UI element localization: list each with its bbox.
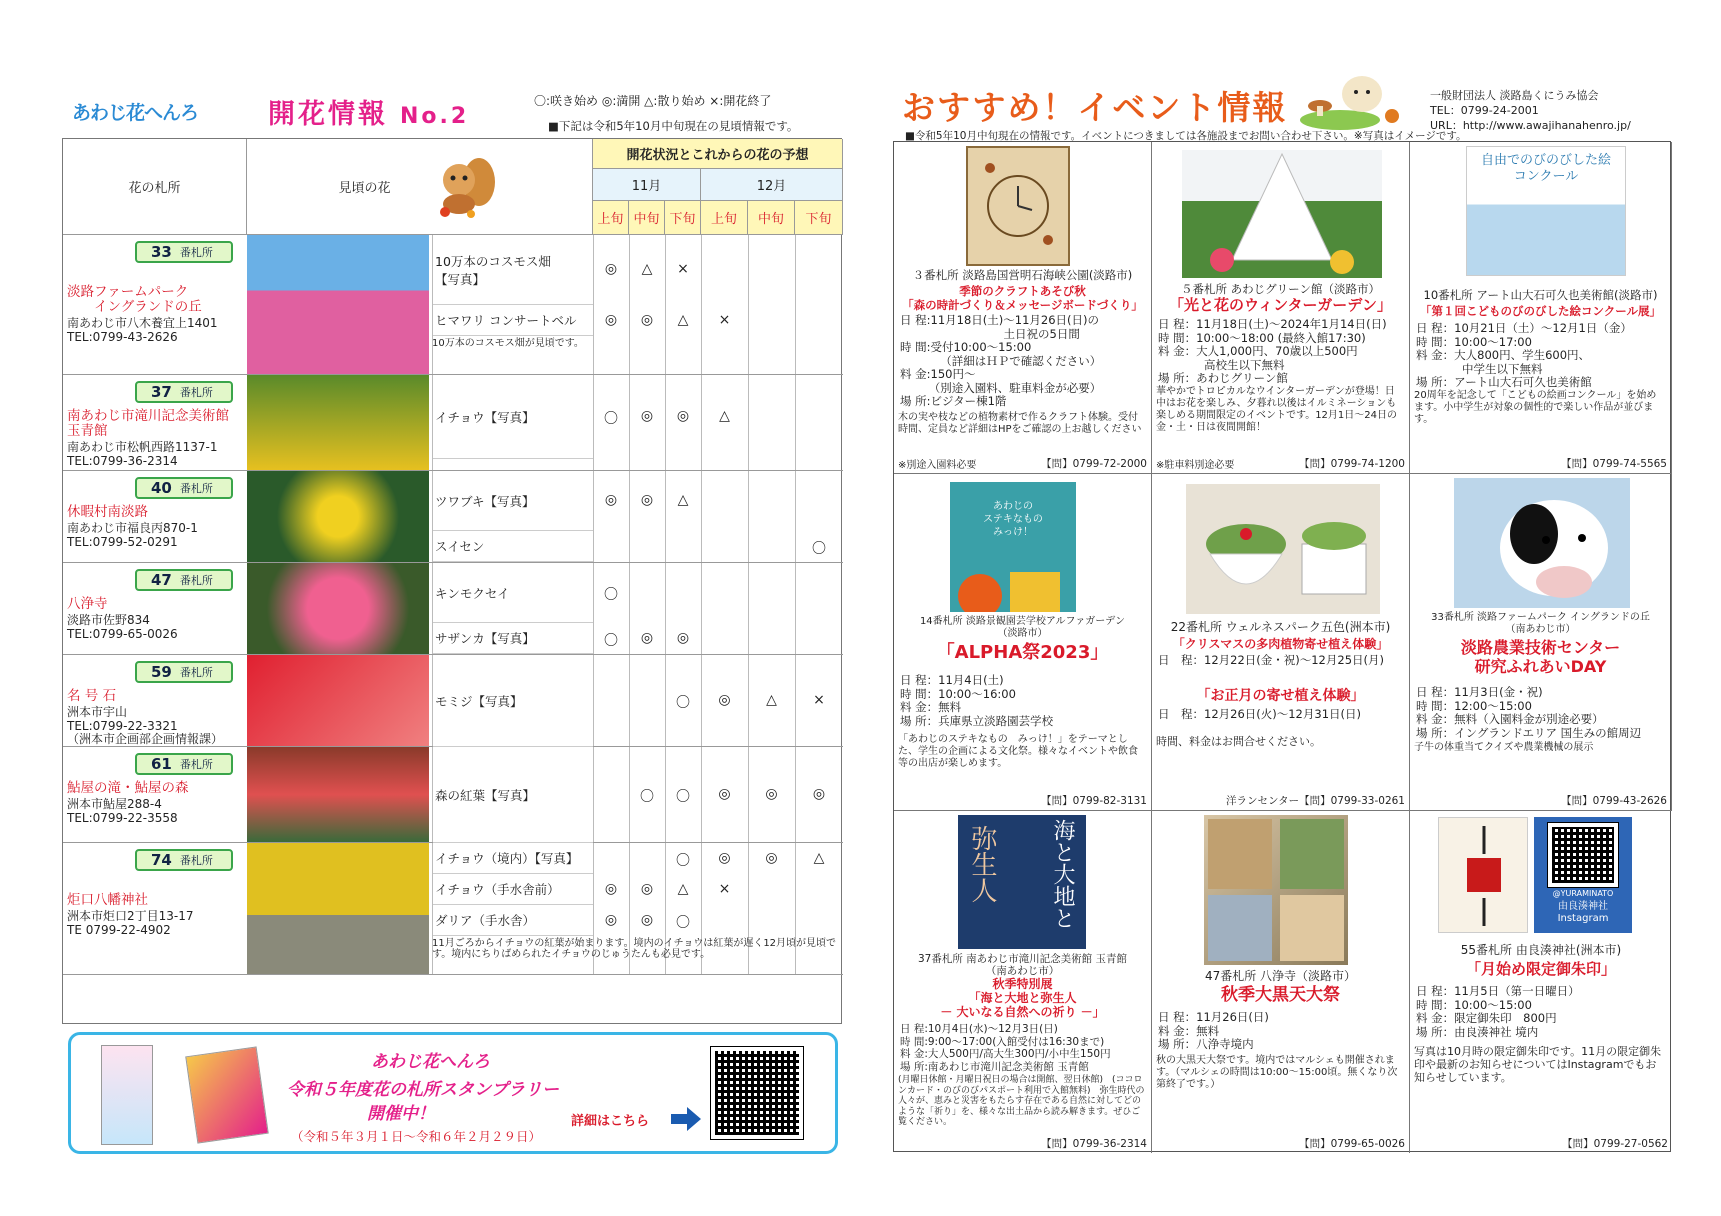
column-divider <box>748 375 749 470</box>
column-divider <box>701 471 702 562</box>
succulent-image <box>1186 484 1380 614</box>
bloom-status-mark: ◎ <box>812 786 826 802</box>
event-card <box>894 142 1152 474</box>
event-description: 写真は10月時の限定御朱印です。11月の限定御朱印や最新のお知らせについてはInstagramでもお知らせしています。 <box>1414 1045 1662 1084</box>
bloom-status-mark: ◎ <box>640 880 654 897</box>
flower-name: イチョウ（手水舎前） <box>433 874 593 905</box>
spot-name: 鮎屋の滝・鮎屋の森 <box>67 780 189 796</box>
detail-link[interactable]: 詳細はこちら <box>571 1114 650 1129</box>
bloom-status-mark: 〇 <box>604 632 618 649</box>
bloom-status-mark: ◎ <box>604 880 618 897</box>
spot-number-badge <box>135 569 233 591</box>
spot-number-badge <box>135 753 233 775</box>
bloom-status-mark: 〇 <box>676 789 690 805</box>
spot-photo <box>247 747 429 842</box>
bloom-status-mark: ◎ <box>640 311 654 328</box>
column-divider <box>748 471 749 562</box>
header-flower <box>247 139 593 235</box>
flower-name: スイセン <box>433 531 593 562</box>
bloom-status-mark: ◎ <box>718 692 731 708</box>
instagram-card <box>1534 817 1632 933</box>
event-contact: 【問】0799-43-2626 <box>1561 795 1667 807</box>
event-details: 日 程：11月18日(土)～2024年1月14日(日) 時 間：10:00～18:00 (最終入館17:30) 料 金：大人1,000円、70歳以上500円 高校生以下無料 場 所：あわじグリーン館 <box>1158 317 1387 385</box>
event-title: 「光と花のウィンターガーデン」 <box>1169 296 1392 314</box>
column-divider <box>593 471 594 562</box>
bloom-status-mark: ◎ <box>604 492 618 508</box>
instagram-handle: @YURAMINATO <box>1552 889 1614 898</box>
event-card <box>1410 811 1672 1153</box>
event-details: 日 程：11月4日(土) 時 間：10:00～16:00 料 金：無料 場 所：兵庫県立淡路園芸学校 <box>900 673 1054 728</box>
org-tel: TEL：0799-24-2001 <box>1430 104 1539 117</box>
column-divider <box>748 235 749 374</box>
bloom-status-mark: △ <box>677 492 689 508</box>
event-card <box>894 474 1152 811</box>
bloom-info-page <box>62 82 842 1216</box>
flower-name: イチョウ【写真】 <box>433 375 593 459</box>
event-description: 木の実や枝などの植物素材で作るクラフト体験。受付時間、定員など詳細はHPをご確認の上お越しください <box>898 412 1142 435</box>
column-divider <box>665 471 666 562</box>
spot-row <box>63 747 843 843</box>
spot-name: 八浄寺 <box>67 596 108 612</box>
event-card <box>1410 474 1672 811</box>
stamp-rally-banner[interactable] <box>68 1032 838 1154</box>
bloom-status-mark: ◎ <box>640 911 654 928</box>
event-place: 14番札所 淡路景観園芸学校アルファガーデン （淡路市） <box>919 616 1126 639</box>
event-title: 「ALPHA祭2023」 <box>936 642 1109 663</box>
column-divider <box>629 471 630 562</box>
spot-number-suffix: 番札所 <box>179 758 213 771</box>
spot-number-badge <box>135 241 233 263</box>
bloom-status-mark: × <box>813 692 825 708</box>
spot-number-suffix: 番札所 <box>179 666 213 679</box>
spot-row <box>63 563 843 655</box>
spot-address: 淡路市佐野834 TEL:0799-65-0026 <box>67 613 178 641</box>
event-details: 日 程：11月3日(金・祝) 時 間：12:00～15:00 料 金：無料（入園料金が別途必要） 場 所：イングランドエリア 国生みの館周辺 <box>1416 685 1642 740</box>
event-details-2: 日 程：12月26日(火)～12月31日(日) <box>1158 707 1361 721</box>
event-place: 47番札所 八浄寺（淡路市） <box>1204 969 1357 983</box>
spot-address: 洲本市鮎屋288-4 TEL:0799-22-3558 <box>67 797 178 825</box>
period-cell: 上旬 <box>593 201 629 235</box>
bloom-status-mark: ◎ <box>765 849 778 866</box>
bloom-status-mark: ◎ <box>604 911 618 928</box>
event-place: 10番札所 アート山大石可久也美術館(淡路市) <box>1423 288 1658 302</box>
contest-image-text: 自由でのびのびした絵 コンクール <box>1480 153 1611 184</box>
qr-code[interactable] <box>711 1047 803 1139</box>
bloom-status-mark: △ <box>677 880 689 897</box>
goshuin-image <box>1438 817 1528 933</box>
events-grid <box>893 141 1671 1152</box>
mushroom-dog-icon <box>1300 72 1410 132</box>
bloom-status-mark: 〇 <box>676 852 690 869</box>
org-name: 一般財団法人 淡路島くにうみ協会 <box>1430 89 1599 102</box>
period-cell: 下旬 <box>795 201 843 235</box>
column-divider <box>701 235 702 374</box>
poster-title-b: 弥生人 <box>967 825 997 903</box>
spot-address: 南あわじ市福良丙870-1 TEL:0799-52-0291 <box>67 521 198 549</box>
spot-number: 59 <box>151 663 172 681</box>
bloom-status-mark: ◎ <box>640 629 654 646</box>
spot-photo <box>247 375 429 470</box>
spot-number-suffix: 番札所 <box>179 246 213 259</box>
column-divider <box>748 563 749 654</box>
instagram-label: 由良湊神社 Instagram <box>1557 901 1609 924</box>
bloom-status-mark: 〇 <box>812 540 826 557</box>
squirrel-icon <box>431 152 501 222</box>
bloom-status-mark: 〇 <box>676 914 690 931</box>
column-divider <box>593 655 594 746</box>
event-contact: 【問】0799-74-5565 <box>1561 458 1667 470</box>
event-details: 日 程：11月5日（第一日曜日） 時 間：10:00～15:00 料 金：限定御朱印 800円 場 所：由良湊神社 境内 <box>1416 984 1580 1039</box>
title-text: 開花情報 <box>268 99 388 130</box>
poster-shapes-icon <box>950 552 1076 612</box>
bloom-status-mark: ◎ <box>640 408 654 424</box>
bloom-status-mark: 〇 <box>640 789 654 805</box>
bloom-status-mark: ◎ <box>718 849 731 866</box>
organization-info <box>1430 88 1631 133</box>
event-title: 「月始め限定御朱印」 <box>1465 960 1616 978</box>
spot-number: 37 <box>151 383 172 401</box>
bloom-table <box>62 138 842 1024</box>
winter-garden-image <box>1182 150 1382 278</box>
event-contact: 【問】0799-72-2000 <box>1041 458 1147 470</box>
column-divider <box>665 235 666 374</box>
spot-row <box>63 843 843 975</box>
event-contact: 洋ランセンター【問】0799-33-0261 <box>1226 795 1405 807</box>
event-contact: 【問】0799-27-0562 <box>1562 1138 1668 1150</box>
event-description: 華やかでトロピカルなウインターガーデンが登場！日中はお花を楽しみ、夕暮れ以後はイルミネーションも楽しめる期間限定のイベントです。12月1日～24日の金・土・日は夜間開館！ <box>1156 386 1398 433</box>
spot-number: 61 <box>151 755 172 773</box>
temple-festival-image <box>1204 815 1348 965</box>
bloom-status-mark: △ <box>677 311 689 328</box>
event-description: 「あわじのステキなもの みっけ！」をテーマとした、学生の企画による文化祭。様々なイベントや飲食等の出店が楽しめます。 <box>898 734 1138 769</box>
spot-remark: 11月ごろからイチョウの紅葉が始まります。境内のイチョウは紅葉が遅く12月頃が見頃です。境内にちりばめられたイチョウのじゅうたんも必見です。 <box>432 938 837 960</box>
bloom-status-mark: 〇 <box>676 695 690 711</box>
event-description: 20周年を記念して「こどもの絵画コンクール」を始めます。小中学生が対象の個性的で楽しい作品が並びます。 <box>1414 390 1657 425</box>
event-contact: 【問】0799-74-1200 <box>1299 458 1405 470</box>
bloom-status-mark: ◎ <box>676 629 690 646</box>
clock-craft-icon <box>968 148 1068 264</box>
poster-text: あわじの ステキなもの みっけ！ <box>983 501 1043 538</box>
spot-number-suffix: 番札所 <box>179 386 213 399</box>
spot-number: 74 <box>151 851 172 869</box>
event-place: 37番札所 南あわじ市滝川記念美術館 玉青館 （南あわじ市） <box>917 953 1128 977</box>
spot-photo <box>247 471 429 562</box>
spot-photo <box>247 235 429 374</box>
rally-leaflet-image <box>101 1045 153 1145</box>
period-cell: 下旬 <box>665 201 701 235</box>
column-divider <box>629 655 630 746</box>
period-cell: 中旬 <box>629 201 665 235</box>
spot-row <box>63 471 843 563</box>
event-place: ５番札所 あわじグリーン館（淡路市） <box>1181 282 1380 296</box>
spot-number: 40 <box>151 479 172 497</box>
event-contact: 【問】0799-65-0026 <box>1299 1138 1405 1150</box>
event-card <box>1152 474 1410 811</box>
spot-name: 休暇村南淡路 <box>67 504 148 520</box>
org-url[interactable]: URL：http://www.awajihanahenro.jp/ <box>1430 119 1631 132</box>
spot-number-suffix: 番札所 <box>179 854 213 867</box>
bloom-status-mark: △ <box>719 408 730 424</box>
spot-number: 33 <box>151 243 172 261</box>
rally-map-image <box>185 1046 269 1143</box>
banner-line1: あわじ花へんろ <box>371 1052 490 1072</box>
calf-image <box>1454 478 1630 608</box>
event-details: 日 程:10月4日(水)～12月3日(日) 時 間:9:00～17:00(入館受付は16:30まで) 料 金:大人500円/高大生300円/小中生150円 場 所:南あわじ市滝川記念美術館 玉青館 <box>900 1023 1111 1073</box>
banner-line3: 開催中！ <box>367 1104 435 1124</box>
spot-number-badge <box>135 661 233 683</box>
succulent-pot-icon <box>1186 484 1380 614</box>
event-description: 秋の大黒天大祭です。境内ではマルシェも開催されます。（マルシェの時間は10:00～15:00頃。無くなり次第終了です。） <box>1156 1055 1398 1090</box>
bloom-status-mark: × <box>677 261 689 277</box>
header-flower-text: 見頃の花 <box>338 181 391 196</box>
spot-number-badge <box>135 477 233 499</box>
bloom-status-mark: ◎ <box>640 492 654 508</box>
spot-address: 洲本市宇山 TEL:0799-22-3321 （洲本市企画部企画情報課） <box>67 705 224 746</box>
event-title: 「第１回こどものびのびした絵コンクール展」 <box>1419 304 1662 318</box>
period-cell: 中旬 <box>748 201 795 235</box>
banner-line2: 令和５年度花の札所スタンプラリー <box>287 1080 559 1100</box>
spot-number-suffix: 番札所 <box>179 574 213 587</box>
events-note: ■令和5年10月中旬現在の情報です。イベントにつきましては各施設までお問い合わせ下さい。※写真はイメージです。 <box>905 130 1467 142</box>
spot-photo <box>247 563 429 654</box>
event-description: 時間、料金はお問合せください。 <box>1156 735 1321 748</box>
craft-clock-image <box>966 146 1070 266</box>
event-title: 「クリスマスの多肉植物寄せ植え体験」 <box>1172 637 1389 651</box>
event-place: 55番札所 由良湊神社(洲本市) <box>1460 943 1622 957</box>
instagram-qr-code[interactable] <box>1548 823 1618 887</box>
event-place: 22番札所 ウェルネスパーク五色(洲本市) <box>1170 620 1391 634</box>
goshuin-stamp-icon <box>1439 818 1529 934</box>
legend: 〇:咲き始め ◎:満開 △:散り始め ×:開花終了 <box>534 94 772 108</box>
spot-name: 炬口八幡神社 <box>67 892 148 908</box>
spot-row <box>63 655 843 747</box>
event-details: 日 程：11月26日(日) 料 金：無料 場 所：八浄寺境内 <box>1158 1010 1269 1051</box>
month-november: 11月 <box>593 169 701 201</box>
event-footnote: ※駐車料別途必要 <box>1156 460 1235 471</box>
bloom-status-mark: ◎ <box>676 408 690 424</box>
column-divider <box>629 235 630 374</box>
bloom-status-mark: ◎ <box>765 786 778 802</box>
column-divider <box>701 563 702 654</box>
bloom-status-mark: 〇 <box>604 587 618 603</box>
spot-name: 名 号 石 <box>67 688 117 704</box>
event-card <box>1410 142 1672 474</box>
event-title: 季節のクラフトあそび秋 「森の時計づくり＆メッセージボードづくり」 <box>902 284 1143 312</box>
event-title: 秋季特別展 「海と大地と弥生人 － 大いなる自然への祈り －」 <box>940 977 1105 1019</box>
event-place: 33番札所 淡路ファームパーク イングランドの丘 （南あわじ市） <box>1431 612 1650 635</box>
event-description: 子牛の体重当てクイズや農業機械の展示 <box>1414 742 1594 753</box>
spot-remark: 10万本のコスモス畑が見頃です。 <box>432 338 584 349</box>
spot-number-suffix: 番札所 <box>179 482 213 495</box>
event-details: 日 程：12月22日(金・祝)～12月25日(月) <box>1158 653 1384 667</box>
arrow-right-icon <box>671 1107 701 1131</box>
month-december: 12月 <box>701 169 843 201</box>
event-footnote: ※別途入園料必要 <box>898 460 977 471</box>
garden-tree-icon <box>1182 150 1382 278</box>
issue-number: No.2 <box>400 104 470 129</box>
spot-name: 南あわじ市滝川記念美術館 玉青館 <box>67 408 229 439</box>
column-divider <box>795 563 796 654</box>
column-divider <box>593 747 594 842</box>
alpha-festival-poster <box>950 482 1076 612</box>
bloom-status-mark: ◎ <box>604 311 618 328</box>
event-title-2: 「お正月の寄せ植え体験」 <box>1196 688 1365 704</box>
awaji-hanahenro-logo: あわじ花へんろ <box>72 102 199 124</box>
period-cell: 上旬 <box>701 201 748 235</box>
spot-photo <box>247 843 429 974</box>
spot-number: 47 <box>151 571 172 589</box>
bloom-status-mark: ◎ <box>718 786 731 802</box>
flower-name: 森の紅葉【写真】 <box>433 747 593 843</box>
bloom-status-mark: ◎ <box>604 261 618 277</box>
event-details: 日 程：10月21日（土）～12月1日（金） 時 間：10:00～17:00 料 金：大人800円、学生600円、 中学生以下無料 場 所：アート山大石可久也美術館 <box>1416 321 1632 389</box>
column-divider <box>795 375 796 470</box>
bloom-status-mark: △ <box>641 261 653 277</box>
events-title: おすすめ！イベント情報 <box>902 88 1288 127</box>
bloom-status-mark: 〇 <box>604 411 618 427</box>
spot-name: 淡路ファームパーク イングランドの丘 <box>67 284 202 315</box>
info-note: ■下記は令和5年10月中旬現在の見頃情報です。 <box>548 119 799 133</box>
event-card <box>1152 142 1410 474</box>
spot-address: 南あわじ市松帆西路1137-1 TEL:0799-36-2314 <box>67 440 218 468</box>
spot-address: 南あわじ市八木養宜上1401 TEL:0799-43-2626 <box>67 316 218 344</box>
art-contest-image <box>1466 146 1626 276</box>
flower-name: ダリア（手水舎） <box>433 905 593 936</box>
flower-name: イチョウ（境内）【写真】 <box>433 843 593 874</box>
bloom-status-mark: × <box>718 311 731 328</box>
flower-name: サザンカ【写真】 <box>433 623 593 654</box>
column-divider <box>795 235 796 374</box>
event-title: 秋季大黒天大祭 <box>1221 985 1340 1005</box>
spot-number-badge <box>135 849 233 871</box>
spot-address: 洲本市炬口2丁目13-17 TE 0799-22-4902 <box>67 909 194 937</box>
bloom-status-mark: △ <box>766 692 777 708</box>
festival-collage-icon <box>1204 815 1348 965</box>
header-place: 花の札所 <box>63 139 247 235</box>
spot-row <box>63 375 843 471</box>
event-contact: 【問】0799-82-3131 <box>1041 795 1147 807</box>
poster-title-a: 海と大地と <box>1050 819 1075 929</box>
event-details: 日 程:11月18日(土)～11月26日(日)の 土日祝の5日間 時 間:受付10:00～15:00 （詳細はＨＰで確認ください） 料 金:150円～ （別途入園料、駐車料金が必要） 場 所:ビジター棟1階 <box>900 313 1102 408</box>
header-status: 開花状況とこれからの花の予想 <box>593 139 843 169</box>
event-place: ３番札所 淡路島国営明石海峡公園(淡路市) <box>912 268 1133 282</box>
flower-name: ヒマワリ コンサートベル <box>433 305 593 336</box>
event-card <box>894 811 1152 1153</box>
page-title <box>268 92 469 131</box>
spot-number-badge <box>135 381 233 403</box>
yayoi-exhibit-poster <box>958 815 1086 949</box>
banner-period: （令和５年３月１日～令和６年２月２９日） <box>291 1129 542 1144</box>
flower-name: 10万本のコスモス畑 【写真】 <box>433 235 593 305</box>
column-divider <box>593 235 594 374</box>
spot-photo <box>247 655 429 746</box>
event-description: (月曜日休館・月曜日祝日の場合は開館、翌日休館) (ココロンカード・のびのびパスポート利用で入館無料) 弥生時代の人々が、恵みと災害をもたらす存在である自然に対してどのような「祈り」を、様々な出土品から読み解きます。ぜひご覧ください。 <box>898 1075 1145 1127</box>
bloom-status-mark: × <box>718 880 731 897</box>
flower-name: モミジ【写真】 <box>433 655 593 747</box>
spot-row <box>63 235 843 375</box>
flower-name: キンモクセイ <box>433 563 593 623</box>
event-title: 淡路農業技術センター 研究ふれあいDAY <box>1460 638 1621 676</box>
flower-name: ツワブキ【写真】 <box>433 471 593 531</box>
calf-icon <box>1454 478 1630 608</box>
bloom-status-mark: △ <box>813 849 825 866</box>
event-contact: 【問】0799-36-2314 <box>1041 1138 1147 1150</box>
event-card <box>1152 811 1410 1153</box>
